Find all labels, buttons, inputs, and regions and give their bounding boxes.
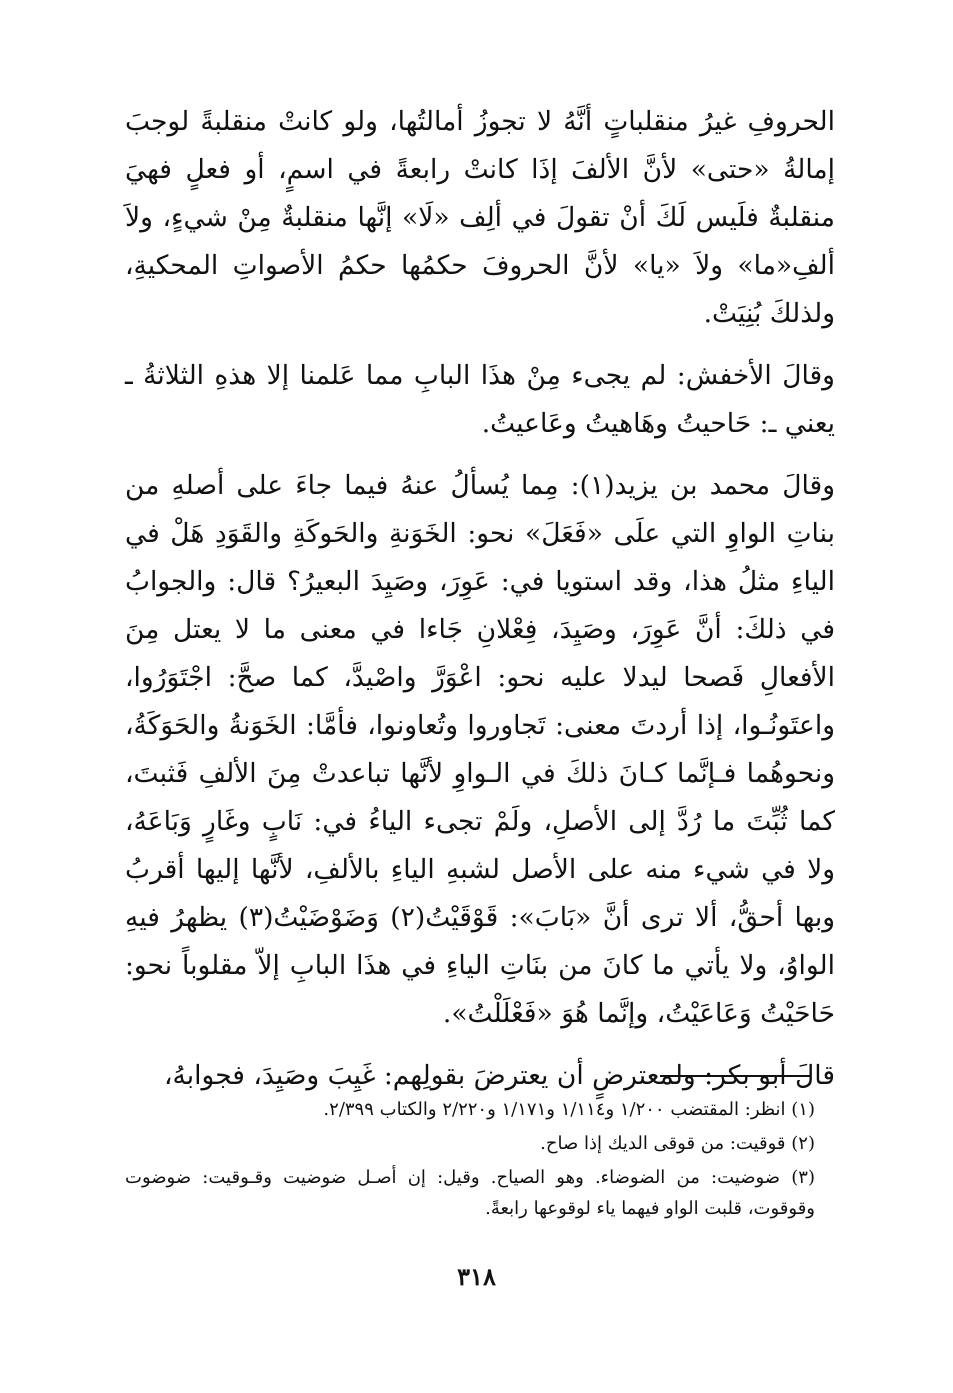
footnote-2: (٢) قوقيت: من قوقى الديك إذا صاح. (540, 1133, 815, 1154)
main-text (125, 98, 835, 1114)
paragraph-4: قالَ أبو بكر: ولمعترضٍ أن يعترضَ بقولِهم: غَيِبَ وصَيِدَ، فجوابهُ، (164, 1060, 835, 1091)
footnotes (125, 1094, 815, 1227)
paragraph-3: وقالَ محمد بن يزيد(١): مِما يُسألُ عنهُ فيما جاءَ على أصلهِ من بناتِ الواوِ التي علَى «فَعَلَ» نحو: الخَوَنةِ والحَوكَةِ والقَوَدِ هَلْ في الياءِ مثلُ هذا، وقد استويا في: عَوِرَ، وصَيِدَ البعيرُ؟ قال: والجوابُ في ذلكَ: أنَّ عَوِرَ، وصَيِدَ، فِعْلانِ جَاءا في معنى ما لا يعتل مِنَ الأفعالِ فَصحا ليدلا عليه نحو: اعْوَرَّ واصْيدَّ، كما صحَّ: اجْتَوَرُوا، واعتَونُـوا، إذا أردتَ معنى: تَجاوروا وتُعاونوا، فأمَّا: الخَوَنةُ والحَوَكَةُ، ونحوهُما فـإنَّما كـانَ ذلكَ في الـواوِ لأنَّها تباعدتْ مِنَ الألفِ فَثبتَ، كما ثُبِّتَ ما رُدَّ إلى الأصلِ، ولَمْ تجىء الياءُ في: نَابٍ وغَارٍ وَبَاعَهُ، ولا في شيء منه على الأصل لشبهِ الياءِ بالألفِ، لأنَّها إليها أقربُ وبها أحقُّ، ألا ترى أنَّ «بَابَ»: قَوْقَيْتُ(٢) وَضَوْضَيْتُ(٣) يظهرُ فيهِ الواوُ، ولا يأتي ما كانَ من بنَاتِ الياءِ في هذَا البابِ إلاّ مقلوباً نحو: حَاحَيْتُ وَعَاعَيْتُ، وإنَّما هُوَ «فَعْلَلْتُ». (125, 470, 836, 1029)
paragraph-1: الحروفِ غيرُ منقلباتٍ أنَّهُ لا تجوزُ أمالتُها، ولو كانتْ منقلبةً لوجبَ إمالةُ «حتى» لأنَّ الألفَ إذَا كانتْ رابعةً في اسمٍ، أو فعلٍ فهيَ منقلبةٌ فلَيس لَكَ أنْ تقولَ في ألِف «لَا» إنَّها منقلبةٌ مِنْ شيءٍ، ولاَ ألفِ«ما» ولاَ «يا» لأنَّ الحروفَ حكمُها حكمُ الأصواتِ المحكيةِ، ولذلكَ بُنِيَتْ. (125, 106, 835, 329)
page-number: ٣١٨ (457, 1262, 496, 1291)
paragraph-2: وقالَ الأخفش: لم يجىء مِنْ هذَا البابِ مما عَلمنا إلا هذهِ الثلاثةُ ـ يعني ـ: حَاحيتُ وهَاهيتُ وعَاعيتُ. (125, 360, 835, 439)
footnote-1: (١) انظر: المقتضب ١/٢٠٠ و١/١١٤ و١/١٧١ و٢/٢٢٠ والكتاب ٢/٣٩٩. (323, 1099, 815, 1120)
footnote-separator (660, 1075, 810, 1077)
footnote-3: (٣) ضوضيت: من الضوضاء. وهو الصياح. وقيل: إن أصـل ضوضيت وقـوقيت: ضوضوت وقوقوت، قلبت الواو فيهما ياء لوقوعها رابعةً. (125, 1167, 815, 1219)
